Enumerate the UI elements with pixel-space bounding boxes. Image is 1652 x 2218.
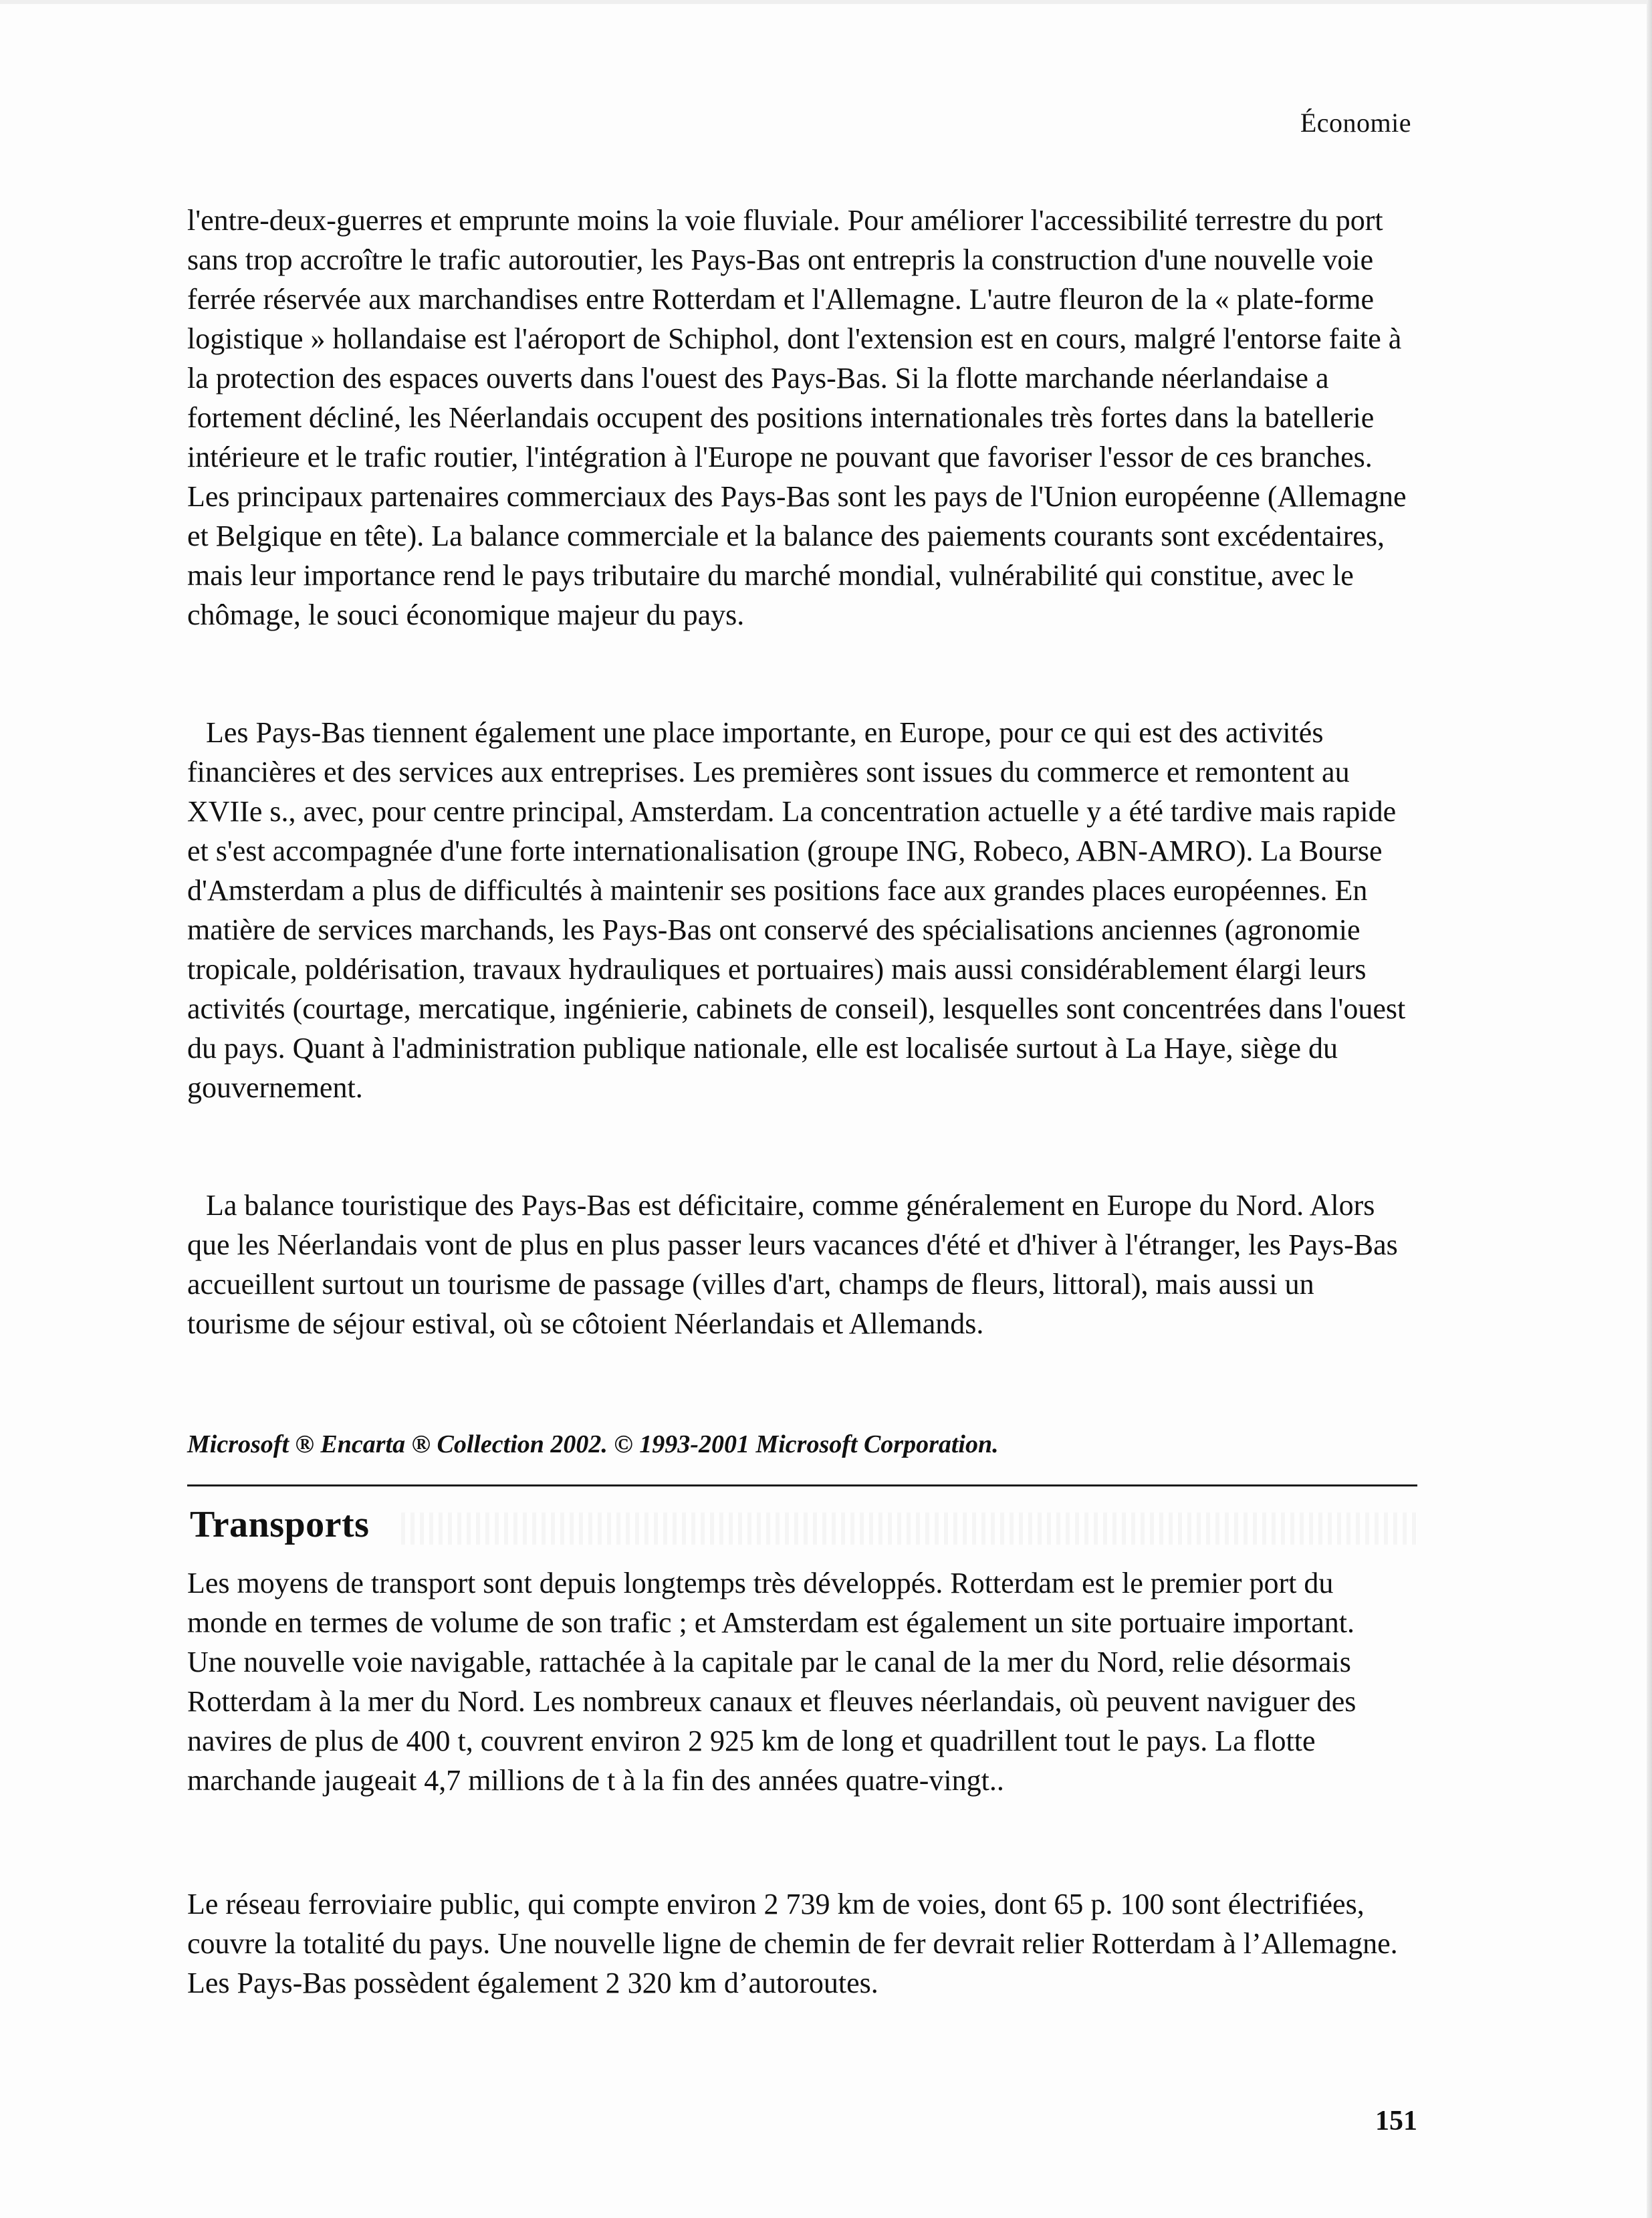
paragraph-text: La balance touristique des Pays-Bas est déficitaire, comme généralement en Europe du Nord. Alors que les Néerlandais vont de plus en plus passer leurs vacances d'été et d'hiver à l'étranger, les Pays-Bas accueillent surtout un tourisme de passage (villes d'art, champs de fleurs, littoral), mais aussi un tourisme de séjour estival, où se côtoient Néerlandais et Allemands. xyxy=(187,1189,1398,1340)
scan-edge-top xyxy=(0,0,1652,4)
section-title: Transports xyxy=(190,1504,370,1545)
paragraph-text: Le réseau ferroviaire public, qui compte environ 2 739 km de voies, dont 65 p. 100 sont électrifiées, couvre la totalité du pays. Une nouvelle ligne de chemin de fer devrait relier Rotterdam à l’Allemagne. Les Pays-Bas possèdent également 2 320 km d’autoroutes. xyxy=(187,1888,1398,1999)
running-header: Économie xyxy=(1300,108,1411,138)
page-number: 151 xyxy=(1375,2106,1417,2136)
paragraph-tourism xyxy=(187,1186,1411,1343)
paragraph-economy-logistics xyxy=(187,201,1411,635)
paragraph-text: l'entre-deux-guerres et emprunte moins la voie fluviale. Pour améliorer l'accessibilité terrestre du port sans trop accroître le trafic autoroutier, les Pays-Bas ont entrepris la construction d'une nouvelle voie ferrée réservée aux marchandises entre Rotterdam et l'Allemagne. L'autre fleuron de la « plate-forme logistique » hollandaise est l'aéroport de Schiphol, dont l'extension est en cours, malgré l'entorse faite à la protection des espaces ouverts dans l'ouest des Pays-Bas. Si la flotte marchande néerlandaise a fortement décliné, les Néerlandais occupent des positions internationales très fortes dans la batellerie intérieure et le trafic routier, l'intégration à l'Europe ne pouvant que favoriser l'essor de ces branches. Les principaux partenaires commerciaux des Pays-Bas sont les pays de l'Union européenne (Allemagne et Belgique en tête). La balance commerciale et la balance des paiements courants sont excédentaires, mais leur importance rend le pays tributaire du marché mondial, vulnérabilité qui constitue, avec le chômage, le souci économique majeur du pays. xyxy=(187,204,1407,631)
paragraph-railways xyxy=(187,1884,1411,2003)
source-credit: Microsoft ® Encarta ® Collection 2002. © 1993-2001 Microsoft Corporation. xyxy=(187,1430,999,1458)
paragraph-text: Les moyens de transport sont depuis longtemps très développés. Rotterdam est le premier port du monde en termes de volume de son trafic ; et Amsterdam est également un site portuaire important. Une nouvelle voie navigable, rattachée à la capitale par le canal de la mer du Nord, relie désormais Rotterdam à la mer du Nord. Les nombreux canaux et fleuves néerlandais, où peuvent naviguer des navires de plus de 400 t, couvrent environ 2 925 km de long et quadrillent tout le pays. La flotte marchande jaugeait 4,7 millions de t à la fin des années quatre-vingt.. xyxy=(187,1567,1356,1797)
section-divider xyxy=(187,1484,1417,1486)
paragraph-financial-services xyxy=(187,713,1411,1107)
paragraph-waterways xyxy=(187,1563,1411,1800)
scan-edge-right xyxy=(1647,0,1652,2218)
scan-noise xyxy=(401,1513,1417,1545)
paragraph-text: Les Pays-Bas tiennent également une place importante, en Europe, pour ce qui est des activités financières et des services aux entreprises. Les premières sont issues du commerce et remontent au XVIIe s., avec, pour centre principal, Amsterdam. La concentration actuelle y a été tardive mais rapide et s'est accompagnée d'une forte internationalisation (groupe ING, Robeco, ABN-AMRO). La Bourse d'Amsterdam a plus de difficultés à maintenir ses positions face aux grandes places européennes. En matière de services marchands, les Pays-Bas ont conservé des spécialisations anciennes (agronomie tropicale, poldérisation, travaux hydrauliques et portuaires) mais aussi considérablement élargi leurs activités (courtage, mercatique, ingénierie, cabinets de conseil), lesquelles sont concentrées dans l'ouest du pays. Quant à l'administration publique nationale, elle est localisée surtout à La Haye, siège du gouvernement. xyxy=(187,716,1406,1104)
